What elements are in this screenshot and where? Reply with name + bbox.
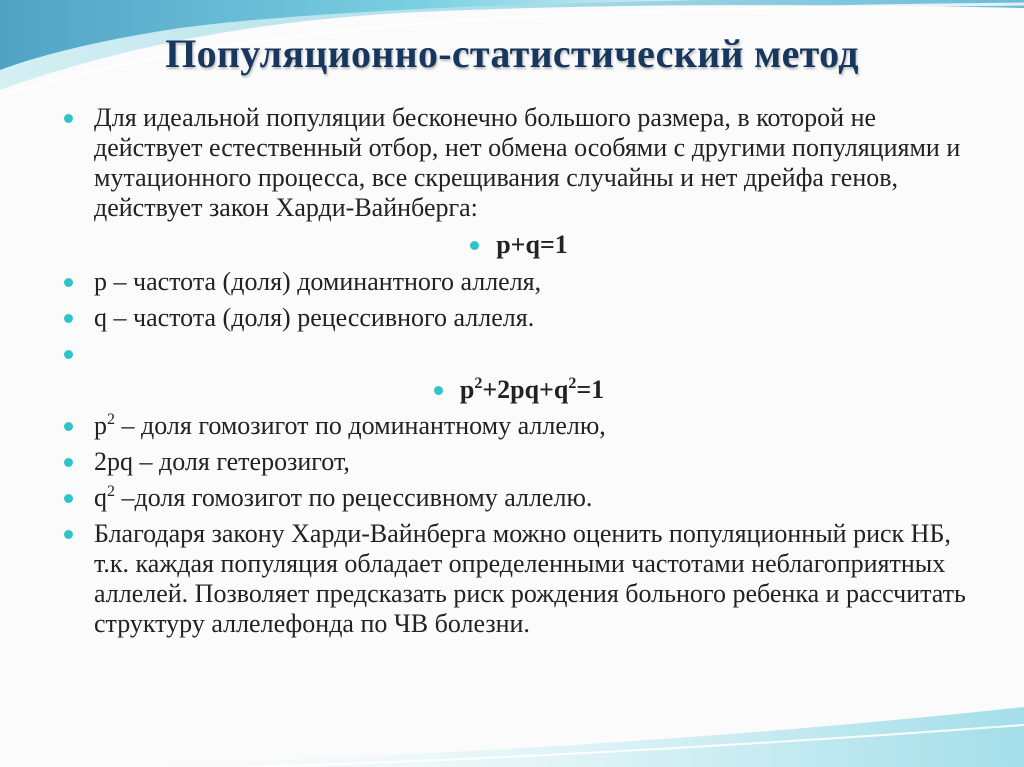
bullet-icon [64,278,73,287]
bullet-icon [64,114,73,123]
list-item-2pq-definition: 2pq – доля гетерозигот, [62,447,972,477]
list-item-conclusion: Благодаря закону Харди-Вайнберга можно оценить популяционный риск НБ, т.к. каждая популяция обладает определенными частотами неблагоприятных аллелей. Позволяет предсказать риск рождения больного ребенка и рассчитать структуру аллелефонда по ЧВ болезни. [62,519,972,639]
bullet-list [62,103,972,639]
slide-title: Популяционно-статистический метод [165,31,859,76]
list-item-formula-2: $p^2+2pq+q^2=1$ [62,375,972,405]
list-item-formula-1: p+q=1 [62,230,972,260]
bullet-icon [64,530,73,539]
list-item-empty [62,339,972,369]
bullet-icon [64,494,73,503]
list-item-q2-definition: $q^2$ –доля гомозигот по рецессивному аллелю. [62,483,972,513]
bottom-wave-decoration [0,707,1024,767]
list-item-q-definition: q – частота (доля) рецессивного аллеля. [62,303,972,333]
list-item-p2-definition: $p^2$ – доля гомозигот по доминантному аллелю, [62,411,972,441]
bullet-icon [64,314,73,323]
bullet-icon [470,241,479,250]
list-item-p-definition: p – частота (доля) доминантного аллеля, [62,267,972,297]
bullet-icon [434,386,443,395]
bullet-icon [64,350,73,359]
bullet-icon [64,422,73,431]
list-item-intro: Для идеальной популяции бесконечно большого размера, в которой не действует естественный отбор, нет обмена особями с другими популяциями и мутационного процесса, все скрещивания случайны и нет дрейфа генов, действует закон Харди-Вайнберга: [62,103,972,223]
bullet-icon [64,458,73,467]
